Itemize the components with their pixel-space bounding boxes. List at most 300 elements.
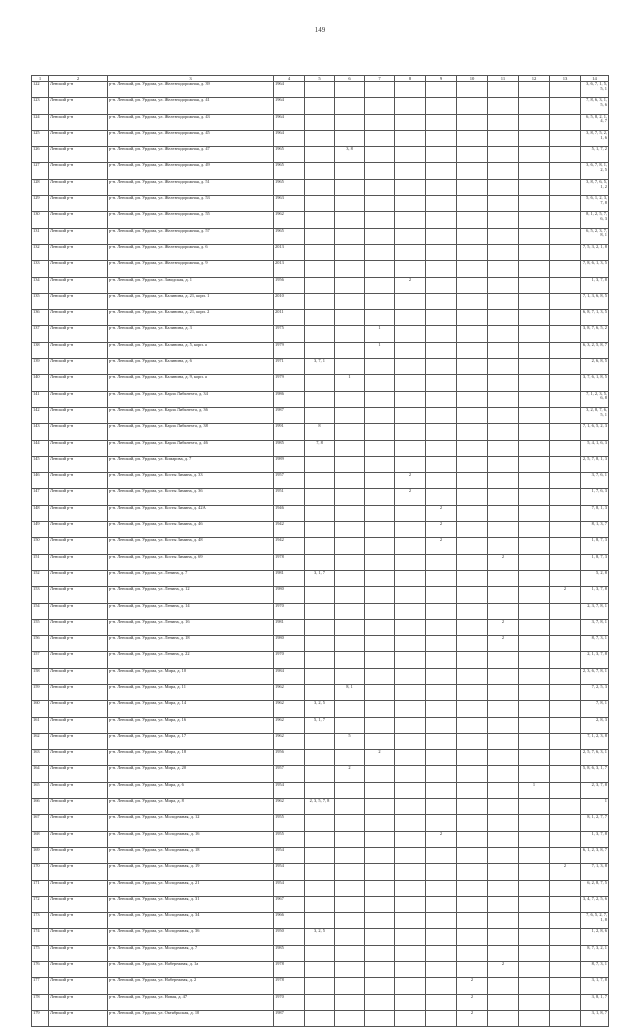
district-cell: Ленский р-н bbox=[49, 130, 108, 146]
codes-cell: 5, 4, 1, 6, 3 bbox=[581, 440, 609, 456]
mark-cell bbox=[488, 799, 519, 815]
mark-cell bbox=[550, 538, 581, 554]
codes-cell: 6, 3, 2, 5, 8, 7 bbox=[581, 342, 609, 358]
mark-cell bbox=[305, 114, 335, 130]
mark-cell bbox=[488, 391, 519, 407]
mark-cell bbox=[365, 847, 395, 863]
row-number-cell: 132 bbox=[32, 244, 49, 260]
codes-cell: 8, 7, 3, 2, 1 bbox=[581, 945, 609, 961]
mark-cell bbox=[519, 375, 550, 391]
mark-cell bbox=[519, 359, 550, 375]
mark-cell: 8, 1 bbox=[335, 684, 365, 700]
mark-cell bbox=[426, 880, 457, 896]
year-cell: 1965 bbox=[274, 163, 305, 179]
mark-cell bbox=[395, 619, 426, 635]
codes-cell: 7, 1, 3, 8 bbox=[581, 864, 609, 880]
mark-cell bbox=[426, 994, 457, 1010]
codes-cell: 7, 1, 2, 3, 5, 6, 8 bbox=[581, 391, 609, 407]
mark-cell bbox=[305, 896, 335, 912]
mark-cell bbox=[519, 831, 550, 847]
mark-cell bbox=[457, 717, 488, 733]
row-number-cell: 131 bbox=[32, 228, 49, 244]
mark-cell bbox=[426, 570, 457, 586]
codes-cell: 6, 8, 7, 1, 3, 5 bbox=[581, 310, 609, 326]
mark-cell bbox=[365, 310, 395, 326]
mark-cell bbox=[550, 603, 581, 619]
mark-cell bbox=[519, 179, 550, 195]
mark-cell bbox=[305, 880, 335, 896]
row-number-cell: 174 bbox=[32, 929, 49, 945]
address-cell: р-н. Ленский, рп. Урдома, ул. Мира, д. 17 bbox=[108, 733, 274, 749]
row-number-cell: 138 bbox=[32, 342, 49, 358]
mark-cell bbox=[550, 407, 581, 423]
district-cell: Ленский р-н bbox=[49, 82, 108, 98]
mark-cell bbox=[335, 310, 365, 326]
district-cell: Ленский р-н bbox=[49, 179, 108, 195]
mark-cell: 2 bbox=[426, 505, 457, 521]
mark-cell bbox=[519, 114, 550, 130]
year-cell: 1962 bbox=[274, 799, 305, 815]
mark-cell bbox=[335, 293, 365, 309]
mark-cell bbox=[305, 619, 335, 635]
district-cell: Ленский р-н bbox=[49, 163, 108, 179]
district-cell: Ленский р-н bbox=[49, 945, 108, 961]
column-header: 13 bbox=[550, 76, 581, 82]
mark-cell bbox=[488, 505, 519, 521]
address-cell: р-н. Ленский, рп. Урдома, ул. Карла Либкнехта, д. 34 bbox=[108, 391, 274, 407]
address-cell: р-н. Ленский, рп. Урдома, ул. Ленина, д. 14 bbox=[108, 603, 274, 619]
row-number-cell: 126 bbox=[32, 147, 49, 163]
mark-cell bbox=[550, 375, 581, 391]
district-cell: Ленский р-н bbox=[49, 733, 108, 749]
mark-cell bbox=[365, 82, 395, 98]
district-cell: Ленский р-н bbox=[49, 896, 108, 912]
mark-cell bbox=[395, 244, 426, 260]
table-row bbox=[32, 684, 609, 700]
row-number-cell: 157 bbox=[32, 652, 49, 668]
codes-cell: 7, 1, 2, 3, 8 bbox=[581, 733, 609, 749]
table-row bbox=[32, 782, 609, 798]
row-number-cell: 169 bbox=[32, 847, 49, 863]
table-row bbox=[32, 147, 609, 163]
row-number-cell: 161 bbox=[32, 717, 49, 733]
mark-cell: 2 bbox=[426, 538, 457, 554]
address-cell: р-н. Ленский, рп. Урдома, ул. Калинина, д. 21, корп. 1 bbox=[108, 293, 274, 309]
mark-cell bbox=[335, 163, 365, 179]
mark-cell bbox=[426, 456, 457, 472]
mark-cell bbox=[519, 603, 550, 619]
mark-cell bbox=[365, 244, 395, 260]
mark-cell bbox=[365, 994, 395, 1010]
mark-cell bbox=[426, 554, 457, 570]
mark-cell bbox=[426, 978, 457, 994]
table-row bbox=[32, 994, 609, 1010]
row-number-cell: 146 bbox=[32, 473, 49, 489]
codes-cell: 7, 6, 5, 2, 7, 1, 8 bbox=[581, 913, 609, 929]
row-number-cell: 134 bbox=[32, 277, 49, 293]
table-row bbox=[32, 212, 609, 228]
mark-cell bbox=[457, 538, 488, 554]
table-row bbox=[32, 179, 609, 195]
mark-cell bbox=[305, 766, 335, 782]
mark-cell bbox=[550, 163, 581, 179]
district-cell: Ленский р-н bbox=[49, 929, 108, 945]
codes-cell: 2, 1, 3, 7, 8 bbox=[581, 652, 609, 668]
address-cell: р-н. Ленский, рп. Урдома, ул. Косты Зимина, д. 33 bbox=[108, 473, 274, 489]
mark-cell bbox=[550, 880, 581, 896]
mark-cell: 2 bbox=[426, 831, 457, 847]
mark-cell bbox=[335, 98, 365, 114]
year-cell: 1975 bbox=[274, 326, 305, 342]
mark-cell bbox=[550, 913, 581, 929]
mark-cell bbox=[457, 456, 488, 472]
address-cell: р-н. Ленский, рп. Урдома, ул. Калинина, д. 21, корп. 2 bbox=[108, 310, 274, 326]
column-header: 14 bbox=[581, 76, 609, 82]
mark-cell bbox=[305, 212, 335, 228]
mark-cell bbox=[365, 978, 395, 994]
district-cell: Ленский р-н bbox=[49, 147, 108, 163]
year-cell: 1987 bbox=[274, 1010, 305, 1026]
table-row bbox=[32, 913, 609, 929]
mark-cell bbox=[395, 945, 426, 961]
mark-cell bbox=[550, 359, 581, 375]
address-cell: р-н. Ленский, рп. Урдома, ул. Калинина, д. 5, корп. а bbox=[108, 342, 274, 358]
table-row bbox=[32, 130, 609, 146]
mark-cell bbox=[395, 864, 426, 880]
mark-cell bbox=[395, 766, 426, 782]
district-cell: Ленский р-н bbox=[49, 766, 108, 782]
address-cell: р-н. Ленский, рп. Урдома, ул. Железнодорожная, д. 43 bbox=[108, 114, 274, 130]
year-cell: 2013 bbox=[274, 261, 305, 277]
mark-cell bbox=[365, 570, 395, 586]
mark-cell bbox=[426, 717, 457, 733]
mark-cell bbox=[335, 538, 365, 554]
mark-cell bbox=[426, 913, 457, 929]
mark-cell bbox=[395, 750, 426, 766]
mark-cell bbox=[519, 815, 550, 831]
year-cell: 1942 bbox=[274, 538, 305, 554]
district-cell: Ленский р-н bbox=[49, 473, 108, 489]
mark-cell bbox=[550, 701, 581, 717]
mark-cell bbox=[550, 277, 581, 293]
mark-cell bbox=[550, 424, 581, 440]
codes-cell: 2, 6, 8, 5 bbox=[581, 359, 609, 375]
year-cell: 1954 bbox=[274, 782, 305, 798]
mark-cell bbox=[395, 815, 426, 831]
mark-cell bbox=[395, 424, 426, 440]
mark-cell bbox=[488, 522, 519, 538]
table-row bbox=[32, 522, 609, 538]
mark-cell bbox=[488, 603, 519, 619]
table-row bbox=[32, 554, 609, 570]
row-number-cell: 130 bbox=[32, 212, 49, 228]
mark-cell bbox=[335, 554, 365, 570]
address-cell: р-н. Ленский, рп. Урдома, ул. Калинина, д. 6 bbox=[108, 359, 274, 375]
year-cell: 1954 bbox=[274, 864, 305, 880]
page-number: 149 bbox=[314, 26, 326, 34]
mark-cell bbox=[395, 831, 426, 847]
mark-cell bbox=[305, 831, 335, 847]
mark-cell bbox=[457, 896, 488, 912]
codes-cell: 3, 1, 7, 8 bbox=[581, 978, 609, 994]
address-cell: р-н. Ленский, рп. Урдома, ул. Калинина, д. 3 bbox=[108, 326, 274, 342]
address-cell: р-н. Ленский, рп. Урдома, ул. Молодежная, д. 21 bbox=[108, 880, 274, 896]
codes-cell: 3, 8, 7, 6, 5, 1, 2 bbox=[581, 179, 609, 195]
codes-cell: 2, 3, 7, 8 bbox=[581, 782, 609, 798]
mark-cell bbox=[335, 587, 365, 603]
year-cell: 1964 bbox=[274, 82, 305, 98]
mark-cell bbox=[488, 538, 519, 554]
mark-cell bbox=[457, 913, 488, 929]
district-cell: Ленский р-н bbox=[49, 1010, 108, 1026]
mark-cell bbox=[550, 342, 581, 358]
address-cell: р-н. Ленский, рп. Урдома, ул. Железнодорожная, д. 6 bbox=[108, 244, 274, 260]
mark-cell bbox=[550, 750, 581, 766]
mark-cell bbox=[365, 554, 395, 570]
year-cell: 1978 bbox=[274, 978, 305, 994]
mark-cell: 2 bbox=[457, 1010, 488, 1026]
mark-cell bbox=[426, 945, 457, 961]
year-cell: 1942 bbox=[274, 522, 305, 538]
mark-cell bbox=[426, 636, 457, 652]
mark-cell bbox=[305, 196, 335, 212]
mark-cell bbox=[550, 962, 581, 978]
year-cell: 1962 bbox=[274, 684, 305, 700]
mark-cell bbox=[550, 228, 581, 244]
codes-cell: 5, 1, 7, 2 bbox=[581, 147, 609, 163]
district-cell: Ленский р-н bbox=[49, 913, 108, 929]
mark-cell bbox=[519, 489, 550, 505]
district-cell: Ленский р-н bbox=[49, 636, 108, 652]
mark-cell bbox=[305, 98, 335, 114]
mark-cell bbox=[550, 831, 581, 847]
mark-cell bbox=[395, 929, 426, 945]
district-cell: Ленский р-н bbox=[49, 864, 108, 880]
district-cell: Ленский р-н bbox=[49, 391, 108, 407]
mark-cell bbox=[365, 522, 395, 538]
row-number-cell: 137 bbox=[32, 326, 49, 342]
mark-cell bbox=[457, 684, 488, 700]
row-number-cell: 144 bbox=[32, 440, 49, 456]
mark-cell bbox=[550, 652, 581, 668]
codes-cell: 7, 8, 1 bbox=[581, 701, 609, 717]
table-row bbox=[32, 880, 609, 896]
address-cell: р-н. Ленский, рп. Урдома, ул. Ленина, д. 12 bbox=[108, 587, 274, 603]
district-cell: Ленский р-н bbox=[49, 554, 108, 570]
mark-cell bbox=[365, 717, 395, 733]
mark-cell bbox=[457, 473, 488, 489]
mark-cell bbox=[305, 994, 335, 1010]
address-cell: р-н. Ленский, рп. Урдома, ул. Октябрьская, д. 10 bbox=[108, 1010, 274, 1026]
mark-cell bbox=[457, 489, 488, 505]
mark-cell bbox=[488, 326, 519, 342]
codes-cell: 3, 1, 8, 7 bbox=[581, 1010, 609, 1026]
mark-cell bbox=[365, 880, 395, 896]
table-row bbox=[32, 570, 609, 586]
mark-cell bbox=[305, 864, 335, 880]
address-cell: р-н. Ленский, рп. Урдома, ул. Железнодорожная, д. 49 bbox=[108, 163, 274, 179]
mark-cell bbox=[488, 375, 519, 391]
mark-cell bbox=[365, 98, 395, 114]
mark-cell bbox=[488, 342, 519, 358]
mark-cell bbox=[365, 733, 395, 749]
district-cell: Ленский р-н bbox=[49, 293, 108, 309]
mark-cell bbox=[488, 750, 519, 766]
mark-cell bbox=[365, 587, 395, 603]
mark-cell bbox=[550, 179, 581, 195]
year-cell: 1971 bbox=[274, 359, 305, 375]
mark-cell bbox=[335, 831, 365, 847]
district-cell: Ленский р-н bbox=[49, 782, 108, 798]
district-cell: Ленский р-н bbox=[49, 587, 108, 603]
mark-cell bbox=[426, 782, 457, 798]
mark-cell bbox=[426, 896, 457, 912]
row-number-cell: 154 bbox=[32, 603, 49, 619]
table-row bbox=[32, 82, 609, 98]
mark-cell bbox=[488, 196, 519, 212]
mark-cell bbox=[335, 456, 365, 472]
mark-cell bbox=[365, 603, 395, 619]
mark-cell bbox=[395, 82, 426, 98]
mark-cell: 3, 8 bbox=[335, 147, 365, 163]
address-cell: р-н. Ленский, рп. Урдома, ул. Набережная, д. 1а bbox=[108, 962, 274, 978]
table-row bbox=[32, 261, 609, 277]
mark-cell bbox=[488, 864, 519, 880]
column-header: 1 bbox=[32, 76, 49, 82]
mark-cell bbox=[395, 261, 426, 277]
mark-cell bbox=[457, 570, 488, 586]
district-cell: Ленский р-н bbox=[49, 717, 108, 733]
mark-cell bbox=[395, 603, 426, 619]
table-row bbox=[32, 587, 609, 603]
table-row bbox=[32, 815, 609, 831]
mark-cell bbox=[365, 962, 395, 978]
year-cell: 1957 bbox=[274, 766, 305, 782]
mark-cell: 5 bbox=[335, 733, 365, 749]
mark-cell bbox=[488, 82, 519, 98]
mark-cell bbox=[488, 244, 519, 260]
mark-cell bbox=[335, 407, 365, 423]
mark-cell bbox=[457, 277, 488, 293]
address-cell: р-н. Ленский, рп. Урдома, ул. Набережная, д. 2 bbox=[108, 978, 274, 994]
address-cell: р-н. Ленский, рп. Урдома, ул. Комарова, д. 7 bbox=[108, 456, 274, 472]
year-cell: 1955 bbox=[274, 815, 305, 831]
address-cell: р-н. Ленский, рп. Урдома, ул. Мира, д. 20 bbox=[108, 766, 274, 782]
mark-cell bbox=[305, 554, 335, 570]
district-cell: Ленский р-н bbox=[49, 228, 108, 244]
mark-cell bbox=[365, 815, 395, 831]
mark-cell bbox=[519, 293, 550, 309]
mark-cell bbox=[395, 896, 426, 912]
mark-cell bbox=[457, 880, 488, 896]
codes-cell: 7, 1, 6, 5, 2, 3 bbox=[581, 424, 609, 440]
mark-cell bbox=[488, 456, 519, 472]
mark-cell bbox=[519, 440, 550, 456]
address-cell: р-н. Ленский, рп. Урдома, ул. Косты Зимина, д. 46 bbox=[108, 522, 274, 538]
mark-cell bbox=[395, 407, 426, 423]
table-row bbox=[32, 603, 609, 619]
mark-cell bbox=[305, 82, 335, 98]
mark-cell bbox=[335, 82, 365, 98]
codes-cell: 7, 8, 6, 3, 1, 5, 6 bbox=[581, 98, 609, 114]
codes-cell: 1, 3, 7, 8 bbox=[581, 277, 609, 293]
mark-cell bbox=[488, 570, 519, 586]
mark-cell bbox=[365, 701, 395, 717]
table-row bbox=[32, 424, 609, 440]
mark-cell: 2 bbox=[426, 522, 457, 538]
mark-cell bbox=[488, 228, 519, 244]
mark-cell: 2 bbox=[550, 864, 581, 880]
row-number-cell: 149 bbox=[32, 522, 49, 538]
mark-cell bbox=[395, 701, 426, 717]
mark-cell bbox=[335, 179, 365, 195]
mark-cell bbox=[335, 636, 365, 652]
mark-cell bbox=[519, 228, 550, 244]
table-row bbox=[32, 163, 609, 179]
mark-cell bbox=[519, 1010, 550, 1026]
year-cell: 1956 bbox=[274, 750, 305, 766]
mark-cell bbox=[488, 130, 519, 146]
mark-cell bbox=[519, 130, 550, 146]
mark-cell bbox=[335, 505, 365, 521]
mark-cell bbox=[305, 391, 335, 407]
mark-cell bbox=[365, 473, 395, 489]
mark-cell bbox=[395, 994, 426, 1010]
row-number-cell: 136 bbox=[32, 310, 49, 326]
mark-cell bbox=[519, 636, 550, 652]
mark-cell bbox=[488, 766, 519, 782]
row-number-cell: 152 bbox=[32, 570, 49, 586]
district-cell: Ленский р-н bbox=[49, 831, 108, 847]
mark-cell bbox=[488, 994, 519, 1010]
codes-cell: 3, 7, 6, 1 bbox=[581, 473, 609, 489]
mark-cell bbox=[519, 717, 550, 733]
codes-cell: 1, 8, 7, 3 bbox=[581, 554, 609, 570]
address-cell: р-н. Ленский, рп. Урдома, ул. Молодежная, д. 34 bbox=[108, 913, 274, 929]
district-cell: Ленский р-н bbox=[49, 196, 108, 212]
table-row bbox=[32, 293, 609, 309]
mark-cell: 2 bbox=[365, 750, 395, 766]
mark-cell bbox=[365, 359, 395, 375]
mark-cell bbox=[335, 701, 365, 717]
mark-cell bbox=[457, 212, 488, 228]
table-row bbox=[32, 652, 609, 668]
mark-cell bbox=[550, 505, 581, 521]
mark-cell bbox=[335, 570, 365, 586]
row-number-cell: 153 bbox=[32, 587, 49, 603]
mark-cell bbox=[457, 522, 488, 538]
row-number-cell: 155 bbox=[32, 619, 49, 635]
row-number-cell: 143 bbox=[32, 424, 49, 440]
mark-cell bbox=[426, 98, 457, 114]
row-number-cell: 164 bbox=[32, 766, 49, 782]
mark-cell bbox=[365, 261, 395, 277]
mark-cell: 2 bbox=[395, 489, 426, 505]
mark-cell bbox=[519, 945, 550, 961]
district-cell: Ленский р-н bbox=[49, 456, 108, 472]
codes-cell: 1, 8, 7, 3 bbox=[581, 538, 609, 554]
year-cell: 1965 bbox=[274, 228, 305, 244]
mark-cell bbox=[488, 896, 519, 912]
row-number-cell: 150 bbox=[32, 538, 49, 554]
address-cell: р-н. Ленский, рп. Урдома, ул. Железнодорожная, д. 39 bbox=[108, 82, 274, 98]
mark-cell bbox=[519, 522, 550, 538]
mark-cell bbox=[395, 391, 426, 407]
mark-cell: 2 bbox=[488, 636, 519, 652]
codes-cell: 2, 5, 7, 6, 3, 1 bbox=[581, 750, 609, 766]
codes-cell: 7, 8, 1, 3 bbox=[581, 505, 609, 521]
codes-cell: 5, 8, 6, 3, 1, 7 bbox=[581, 766, 609, 782]
